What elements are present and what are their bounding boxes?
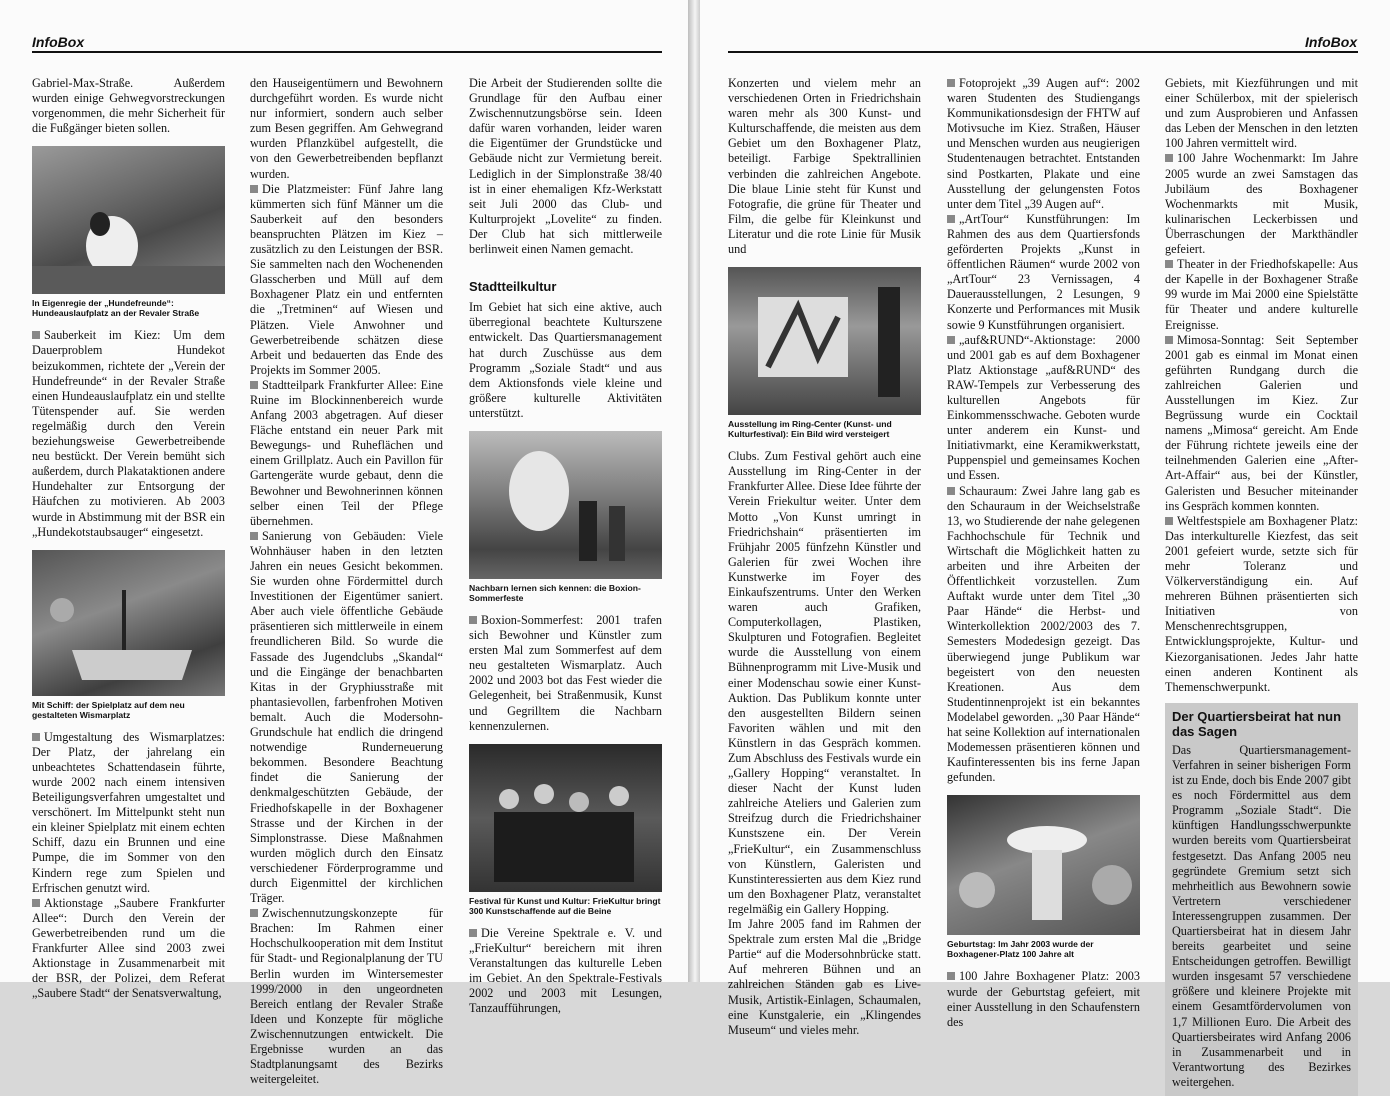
bullet-square-icon (1165, 517, 1173, 525)
header-right: InfoBox (1305, 34, 1358, 50)
paragraph: Die Arbeit der Studierenden sollte die Grundlage für den Aufbau einer Zwischennutzungsbörse sein. Ideen dafür waren vorhanden, leider waren die Eigentümer der Grundstücke und Gebäude nicht zur Vermietung bereit. Lediglich in der Simplonstraße 38/40 ist in einer ehemaligen Kfz-Werkstatt seit Juli 2000 das Club- und Kulturprojekt „Lovelite“ zu finden. Der Club hat sich mittlerweile berlinweit einen Namen gemacht. (469, 76, 662, 257)
bullet-square-icon (469, 929, 477, 937)
bullet-paragraph: 100 Jahre Boxhagener Platz: 2003 wurde der Geburtstag gefeiert, mit einer Ausstellung in den Schaufenstern des (947, 969, 1140, 1029)
bullet-square-icon (947, 215, 955, 223)
bullet-square-icon (947, 336, 955, 344)
bullet-paragraph: 100 Jahre Wochenmarkt: Im Jahre 2005 wurde an zwei Samstagen das Jubiläum des Boxhagener Wochenmarkts mit Musik, kulinarischen Leckerbissen und Überraschungen der Markthändler gefeiert. (1165, 151, 1358, 257)
paragraph: Im Gebiet hat sich eine aktive, auch überregional beachtete Kulturszene entwickelt. Das Quartiersmanagement hat durch Zuschüsse aus dem Programm „Soziale Stadt“ und aus dem Aktionsfonds viele kleine und größere kulturelle Aktivitäten unterstützt. (469, 300, 662, 420)
sidebar-info-box (1165, 703, 1358, 1096)
bullet-square-icon (947, 972, 955, 980)
bullet-square-icon (1165, 154, 1173, 162)
photo-caption: Ausstellung im Ring-Center (Kunst- und Kulturfestival): Ein Bild wird versteigert (728, 419, 892, 440)
bullet-paragraph: Schauraum: Zwei Jahre lang gab es den Schauraum in der Weichselstraße 13, wo Studierende der nahe gelegenen Fachhochschule für Technik und Wirtschaft die Möglichkeit hatten zu arbeiten und ihre Arbeiten der Öffentlichkeit vorzustellen. Zum Auftakt wurde unter dem Titel „30 Paar Hände“ die Herbst- und Winterkollektion 2002/2003 des 7. Semesters Modedesign gezeigt. Das überwiegend junge Publikum war begeistert von den neuesten Kreationen. Aus dem Studentinnenprojekt ist ein bekanntes Modelabel geworden. „30 Paar Hände“ hat seine Kollektion auf internationalen Modemessen präsentieren können und Kaufinteressenten bis ins ferne Japan gefunden. (947, 483, 1140, 785)
bullet-square-icon (32, 331, 40, 339)
left-page (0, 0, 690, 1087)
photo-caption: Nachbarn lernen sich kennen: die Boxion-Sommerfeste (469, 582, 641, 603)
bullet-paragraph: Stadtteilpark Frankfurter Allee: Eine Ruine im Blockinnenbereich wurde Anfang 2003 abgetragen. Auf dieser Fläche entstand ein neuer Park mit Bewegungs- und Ruheflächen und einem Grillplatz. Auch ein Pavillon für Gartengeräte wurde gebaut, denn die Bewohner und Bewohnerinnen können selber einen Teil der Pflege übernehmen. (250, 377, 443, 528)
bullet-paragraph: Die Platzmeister: Fünf Jahre lang kümmerten sich fünf Männer um die Sauberkeit auf den besonders beanspruchten Plätzen im Kiez – zusätzlich zu den Leistungen der BSR. Sie sammelten nach den Wochenenden Glasscherben und Müll auf dem Boxhagener Platz ein und entfernten die „Tretminen“ auf Wiesen und Plätzen. Viele Anwohner und Gewerbetreibende schätzen diese Arbeit und bedauerten das Ende des Projekts im Sommer 2005. (250, 181, 443, 377)
bullet-square-icon (947, 79, 955, 87)
bullet-paragraph: Umgestaltung des Wismarplatzes: Der Platz, der jahrelang ein unbeachtetes Schattendasein führte, wurde 2002 nach einem intensiven Beteiligungsverfahren umgestaltet und verschönert. Im Mittelpunkt steht nun ein kleiner Spielplatz mit einem echten Schiff, dazu ein Brunnen und eine Pumpe, die im Sommer von den Kindern rege zum Spielen und Erfrischen genutzt wird. (32, 729, 225, 895)
bullet-paragraph: „auf&RUND“-Aktionstage: 2000 und 2001 gab es auf dem Boxhagener Platz Aktionstage „auf&RUND“ des RAW-Tempels zur Verbesserung des kulturellen Angebots für Einkommensschwache. Geboten wurde unter anderem ein Kunst- und Initiativmarkt, eine Keramikwerkstatt, Puppenspiel und gemeinsames Kochen und Essen. (947, 332, 1140, 483)
paragraph: den Hauseigentümern und Bewohnern durchgeführt worden. Es wurde nicht nur informiert, sondern auch selber zum Besen gegriffen. Am Gehwegrand wurden Pflanzkübel aufgestellt, die von den Gewerbetreibenden bepflanzt wurden. (250, 76, 443, 181)
bullet-square-icon (32, 733, 40, 741)
bullet-square-icon (250, 909, 258, 917)
bullet-paragraph: „ArtTour“ Kunstführungen: Im Rahmen des aus dem Quartiersfonds geförderten Projekts „Kunst in öffentlichen Räumen“ wurde 2002 von „ArtTour“ 23 Vernissagen, 4 Dauerausstellungen, 2 Lesungen, 9 Konzerte und Performances mit Musik sowie 9 Kunstführungen organisiert. (947, 211, 1140, 332)
header-rule-left (32, 51, 662, 53)
photo-ring-center-auction (728, 267, 921, 415)
bullet-square-icon (947, 487, 955, 495)
paragraph: Gabriel-Max-Straße. Außerdem wurden einige Gehwegvorstreckungen vorgenommen, die mehr Sicherheit für die Fußgänger bieten sollen. (32, 76, 225, 136)
bullet-paragraph: Mimosa-Sonntag: Seit September 2001 gab es einmal im Monat einen geführten Rundgang durch die zahlreichen Galerien und Ausstellungen im Kiez. Zur Begrüssung wurde ein Cocktail namens „Mimosa“ gereicht. Am Ende der Führung richtete jeweils eine der teilnehmenden Galerien eine „After-Art-Affair“ aus, bei der Künstler, Galeristen und Besucher miteinander ins Gespräch kommen konnten. (1165, 332, 1358, 513)
right-column-1 (728, 76, 921, 1038)
bullet-paragraph: Zwischennutzungskonzepte für Brachen: Im Rahmen einer Hochschulkooperation mit dem Institut für Stadt- und Regionalplanung der TU Berlin wurden im Wintersemester 1999/2000 in den ungeordneten Bereich entlang der Revaler Straße Ideen und Konzepte für mögliche Zwischennutzungen entwickelt. Die Ergebnisse wurden an das Stadtplanungsamt des Bezirks weitergeleitet. (250, 906, 443, 1087)
bullet-paragraph: Sanierung von Gebäuden: Viele Wohnhäuser haben in den letzten Jahren ein neues Gesicht bekommen. Sie wurden ohne Fördermittel durch Investitionen der Eigentümer saniert. Aber auch viele öffentliche Gebäude präsentieren sich mittlerweile in einem freundlicheren Bild. So wurde die Fassade des Jugendclubs „Skandal“ und die Eingänge der benachbarten Kitas in der Gryphiusstraße mit phantasievollen, farbenfrohen Motiven bemalt. Auch die Modersohn-Grundschule hat endlich die dringend notwendige Runderneuerung bekommen. Besondere Beachtung findet die Sanierung der denkmalgeschützten Gebäude, der Friedhofskapelle in der Boxhagener Strasse und der Kirchen in der Simplonstrasse. Diese Maßnahmen wurden möglich durch den Einsatz verschiedener Förderprogramme und durch Eigenmittel der kirchlichen Träger. (250, 528, 443, 906)
info-box-text: Das Quartiersmanagement-Verfahren in seiner bisherigen Form ist zu Ende, doch bis Ende 2007 gibt es noch Fördermittel aus dem Programm „Soziale Stadt“. Die künftigen Handlungsschwerpunkte wurden bereits vom Quartiersbeirat festgesetzt. Das Anfang 2005 neu gegründete Gremium setzt sich mehrheitlich aus Bewohnern sowie Vertretern verschiedener Interessengruppen zusammen. Der Quartiersbeirat hat in diesem Jahr bereits gearbeitet und seine Entscheidungen getroffen. Bewilligt wurden insgesamt 57 verschiedene größere und kleinere Projekte mit einem Gesamtfördervolumen von 1,7 Millionen Euro. Die Arbeit des Quartiersbeirates wird Anfang 2006 in Zusammenarbeit und in Verantwortung des Bezirkes weitergehen. (1172, 742, 1351, 1089)
bullet-paragraph: Theater in der Friedhofskapelle: Aus der Kapelle in der Boxhagener Straße 99 wurde im Mai 2000 eine Spielstätte für Theater und andere kulturelle Ereignisse. (1165, 257, 1358, 332)
header-left: InfoBox (32, 34, 85, 50)
left-column-1 (32, 76, 225, 1001)
paragraph: Clubs. Zum Festival gehört auch eine Ausstellung im Ring-Center in der Frankfurter Allee. Diese Idee führte der Verein Friekultur weiter. Unter dem Motto „Von Kunst umringt in Friedrichshain“ präsentierten im Frühjahr 2005 fünfzehn Künstler und Galerien für zwei Wochen ihre Kunstwerke im Foyer des Einkaufszentrums. Unter den Werken waren auch Grafiken, Computerkollagen, Plastiken, Skulpturen und Fotografien. Begleitet wurde die Ausstellung von einem Bühnenprogramm mit Live-Musik und einer Modenschau sowie einer Kunst-Auktion. Das Publikum konnte unter den ausgestellten Bildern seinen Favoriten wählen und mit den Künstlern in das Gespräch kommen. Zum Abschluss des Festivals wurde ein „Gallery Hopping“ veranstaltet. In dieser Nacht der Kunst luden zahlreiche Ateliers und Galerien zum Streifzug durch die Friedrichshainer Kunstszene ein. Der Verein „FrieKultur“, ein Zusammenschluss von Künstlern, Galeristen und Kunstinteressierten aus dem Kiez rund um den Boxhagener Platz, veranstaltet regelmäßig ein Gallery Hopping. (728, 449, 921, 916)
paragraph: Konzerten und vielem mehr an verschiedenen Orten in Friedrichshain waren mehr als 300 Kunst- und Kulturschaffende, die meisten aus dem Gebiet um den Boxhagener Platz, beteiligt. Farbige Spektrallinien verbinden die zahlreichen Angebote. Die blaue Linie steht für Kunst und Fotografie, die grüne für Theater und Film, die gelbe für Kleinkunst und Literatur und die rote Linie für Musik und (728, 76, 921, 257)
photo-festival-group (469, 744, 662, 892)
bullet-square-icon (250, 532, 258, 540)
bullet-square-icon (469, 616, 477, 624)
bullet-square-icon (1165, 260, 1173, 268)
photo-caption: Festival für Kunst und Kultur: FrieKultur bringt 300 Kunstschaffende auf die Beine (469, 895, 661, 916)
photo-playground-ship (32, 550, 225, 696)
bullet-square-icon (1165, 336, 1173, 344)
bullet-square-icon (32, 899, 40, 907)
bullet-square-icon (250, 381, 258, 389)
right-page (700, 0, 1390, 1089)
bullet-paragraph: Fotoprojekt „39 Augen auf“: 2002 waren Studenten des Studiengangs Kommunikationsdesign der FHTW auf Motivsuche im Kiez. Straßen, Häuser und Menschen wurden aus neugierigen Studentenaugen betrachtet. Entstanden sind Postkarten, Plakate und eine Ausstellung der gelungensten Fotos unter dem Titel „39 Augen auf“. (947, 76, 1140, 211)
right-column-2 (947, 76, 1140, 1030)
bullet-paragraph: Aktionstage „Saubere Frankfurter Allee“: Durch den Verein der Gewerbetreibenden rund um die Frankfurter Allee sind 2003 zwei Aktionstage in Zusammenarbeit mit der BSR, der Polizei, dem Referat „Saubere Stadt“ der Senatsverwaltung, (32, 895, 225, 1001)
photo-birthday-celebration (947, 795, 1140, 935)
left-column-2 (250, 76, 443, 1087)
left-column-3 (469, 76, 662, 1016)
bullet-paragraph: Sauberkeit im Kiez: Um dem Dauerproblem Hundekot beizukommen, richtete der „Verein der Hundefreunde“ in der Revaler Straße einen Hundeauslaufplatz ein und stellte Tütenspender auf. Sie werden regelmäßig durch den Verein beziehungsweise Gewerbetreibende neu bestückt. Der Verein bemüht sich außerdem, durch Plakataktionen andere Hundehalter zur Entsorgung der Häufchen zu motivieren. Ab 2003 wurde in Abstimmung mit der BSR ein „Hundekotstaubsauger“ eingesetzt. (32, 328, 225, 539)
section-heading: Stadtteilkultur (469, 279, 557, 295)
photo-caption: Mit Schiff: der Spielplatz auf dem neu gestalteten Wismarplatz (32, 699, 185, 720)
info-box-title: Der Quartiersbeirat hat nun das Sagen (1172, 708, 1342, 739)
paragraph: Gebiets, mit Kiezführungen und mit einer Schülerbox, mit der spielerisch und zum Ausprobieren und Anfassen das Leben der Menschen in den letzten 100 Jahren vermittelt wird. (1165, 76, 1358, 151)
photo-caption: In Eigenregie der „Hundefreunde“: Hundeauslaufplatz an der Revaler Straße (32, 298, 200, 319)
paragraph: Im Jahre 2005 fand im Rahmen der Spektrale zum ersten Mal die „Bridge Partie“ auf die Modersohnbrücke statt. Auf mehreren Bühnen und an zahlreichen Ständen gab es Live-Musik, Artistik-Einlagen, Schaumalen, eine Kunstgalerie, ein „Klingendes Museum“ und vieles mehr. (728, 917, 921, 1037)
bullet-square-icon (250, 185, 258, 193)
bullet-paragraph: Boxion-Sommerfest: 2001 trafen sich Bewohner und Künstler zum ersten Mal zum Sommerfest auf dem neu gestalteten Wismarplatz. Auch 2002 und 2003 bot das Fest wieder die Gelegenheit, bei Straßenmusik, Kunst und Gegrilltem die Nachbarn kennenzulernen. (469, 612, 662, 733)
bullet-paragraph: Die Vereine Spektrale e. V. und „FrieKultur“ bereichern mit ihren Veranstaltungen das kulturelle Leben im Gebiet. An den Spektrale-Festivals 2002 und 2003 mit Lesungen, Tanzaufführungen, (469, 925, 662, 1016)
photo-caption: Geburtstag: Im Jahr 2003 wurde der Boxhagener-Platz 100 Jahre alt (947, 939, 1094, 960)
header-rule-right (728, 51, 1358, 53)
right-column-3 (1165, 76, 1358, 1096)
photo-summer-fest (469, 431, 662, 579)
photo-dog-park (32, 146, 225, 294)
bullet-paragraph: Weltfestspiele am Boxhagener Platz: Das interkulturelle Kiezfest, das seit 2001 gefeiert wurde, setzte sich für mehr Toleranz und Völkerverständigung ein. Auf mehreren Bühnen präsentierten sich Initiativen von Menschenrechtsgruppen, Entwicklungsprojekte, Kultur- und Kiezorganisationen. Jedes Jahr hatte einen anderen Kontinent als Themenschwerpunkt. (1165, 513, 1358, 694)
